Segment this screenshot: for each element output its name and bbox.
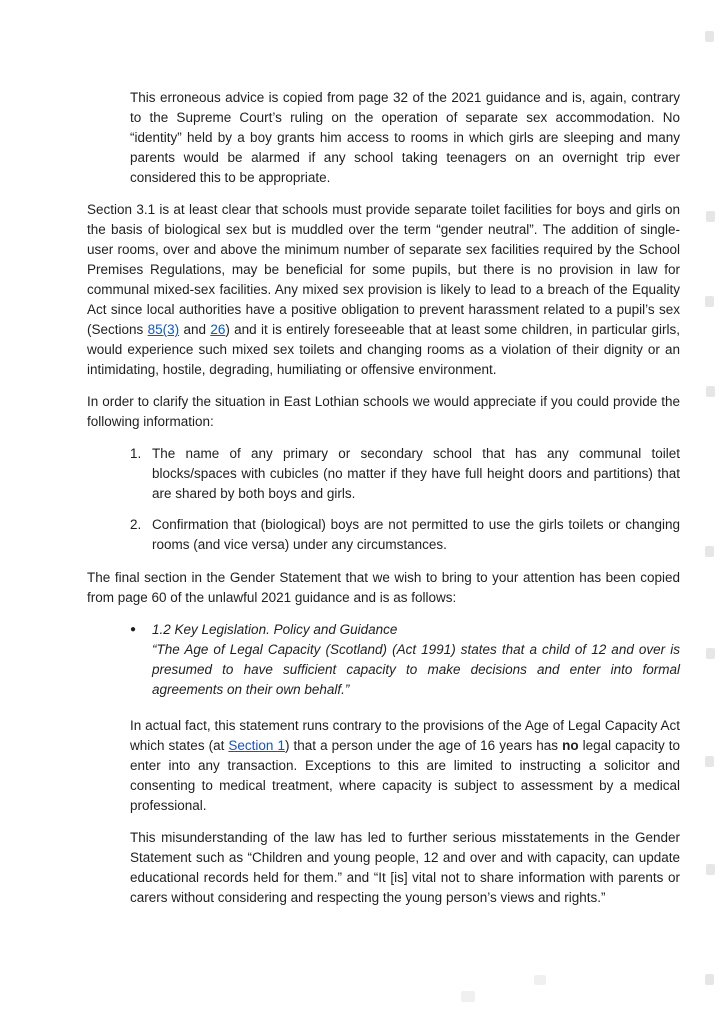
scan-smudge xyxy=(706,648,715,659)
paragraph-section-3-1-text: Section 3.1 is at least clear that schools must provide separate toilet facilities for boys and girls on the basis of biological sex but is muddled over the term “gender neutral”. The addition of single-user rooms, over and above the minimum number of separate sex facilities required by the School Premises Regulations, may be beneficial for some pupils, but there is no provision in law for communal mixed-sex facilities. Any mixed sex provision is likely to lead to a breach of the Equality Act since local authorities have a positive obligation to prevent harassment related to a pupil’s sex (Sections xyxy=(87,202,680,337)
bullet-item-text xyxy=(152,620,680,700)
paragraph-misunderstanding: This misunderstanding of the law has led to further serious misstatements in the Gender Statement such as “Children and young people, 12 and over and with capacity, can update educational records held for them.” and “It [is] vital not to share information with parents or carers without considering and respecting the young person’s views and rights.” xyxy=(130,830,680,905)
scan-smudge xyxy=(706,864,715,875)
scan-smudge xyxy=(534,975,546,985)
bullet-quote: “The Age of Legal Capacity (Scotland) (Act 1991) states that a child of 12 and over is presumed to have sufficient capacity to make decisions and enter into formal agreements on their own behalf.” xyxy=(152,642,680,697)
list-item-1-text: The name of any primary or secondary school that has any communal toilet blocks/spaces with cubicles (no matter if they have full height doors and partitions) that are shared by both boys and girls. xyxy=(152,446,680,501)
paragraph-actual-fact-mid: ) that a person under the age of 16 years has xyxy=(284,738,563,753)
paragraph-clarify-request: In order to clarify the situation in East Lothian schools we would appreciate if you could provide the following information: xyxy=(87,394,680,429)
link-section-85-3[interactable]: 85(3) xyxy=(147,322,180,337)
scan-smudge xyxy=(706,211,715,222)
list-number-2: 2. xyxy=(130,517,142,532)
scan-smudge xyxy=(706,386,715,397)
numbered-list-item-1 xyxy=(130,444,680,504)
bullet-item-key-legislation xyxy=(130,620,680,700)
scan-smudge xyxy=(705,296,714,307)
paragraph-actual-fact xyxy=(130,716,680,816)
scan-smudge xyxy=(705,31,714,42)
scan-smudge xyxy=(705,974,714,985)
paragraph-section-3-1 xyxy=(87,200,680,380)
paragraph-actual-fact-bold-no: no xyxy=(562,738,579,753)
link-section-26[interactable]: 26 xyxy=(210,322,226,337)
scan-smudge xyxy=(705,756,714,767)
paragraph-section-3-1-and: and xyxy=(179,322,211,337)
bullet-icon: ● xyxy=(130,624,137,635)
paragraph-erroneous-advice: This erroneous advice is copied from page 32 of the 2021 guidance and is, again, contrary to the Supreme Court’s ruling on the operation of separate sex accommodation. No “identity” held by a boy grants him access to rooms in which girls are sleeping and many parents would be alarmed if any school taking teenagers on an overnight trip ever considered this to be appropriate. xyxy=(130,90,680,185)
paragraph-section-3-1-rest: ) and it is entirely foreseeable that at least some children, in particular girls, would experience such mixed sex toilets and changing rooms as a violation of their dignity or an intimidating, hostile, degrading, humiliating or offensive environment. xyxy=(87,322,681,377)
numbered-list-item-2 xyxy=(130,515,680,555)
link-section-1[interactable]: Section 1 xyxy=(228,738,285,753)
paragraph-final-section: The final section in the Gender Statement that we wish to bring to your attention has been copied from page 60 of the unlawful 2021 guidance and is as follows: xyxy=(87,570,680,605)
document-page xyxy=(87,88,680,920)
paragraph-actual-fact-rest: legal capacity to enter into any transaction. Exceptions to this are limited to instructing a solicitor and consenting to medical treatment, where capacity is subject to assessment by a medical professional. xyxy=(130,738,680,813)
paragraph-actual-fact-text: In actual fact, this statement runs contrary to the provisions of the Age of Legal Capacity Act which states (at xyxy=(130,718,680,753)
scan-smudge xyxy=(461,991,475,1002)
list-item-2-text: Confirmation that (biological) boys are not permitted to use the girls toilets or changing rooms (and vice versa) under any circumstances. xyxy=(152,517,680,552)
bullet-heading: 1.2 Key Legislation. Policy and Guidance xyxy=(152,622,398,637)
scan-smudge xyxy=(705,546,714,557)
list-number-1: 1. xyxy=(130,446,142,461)
